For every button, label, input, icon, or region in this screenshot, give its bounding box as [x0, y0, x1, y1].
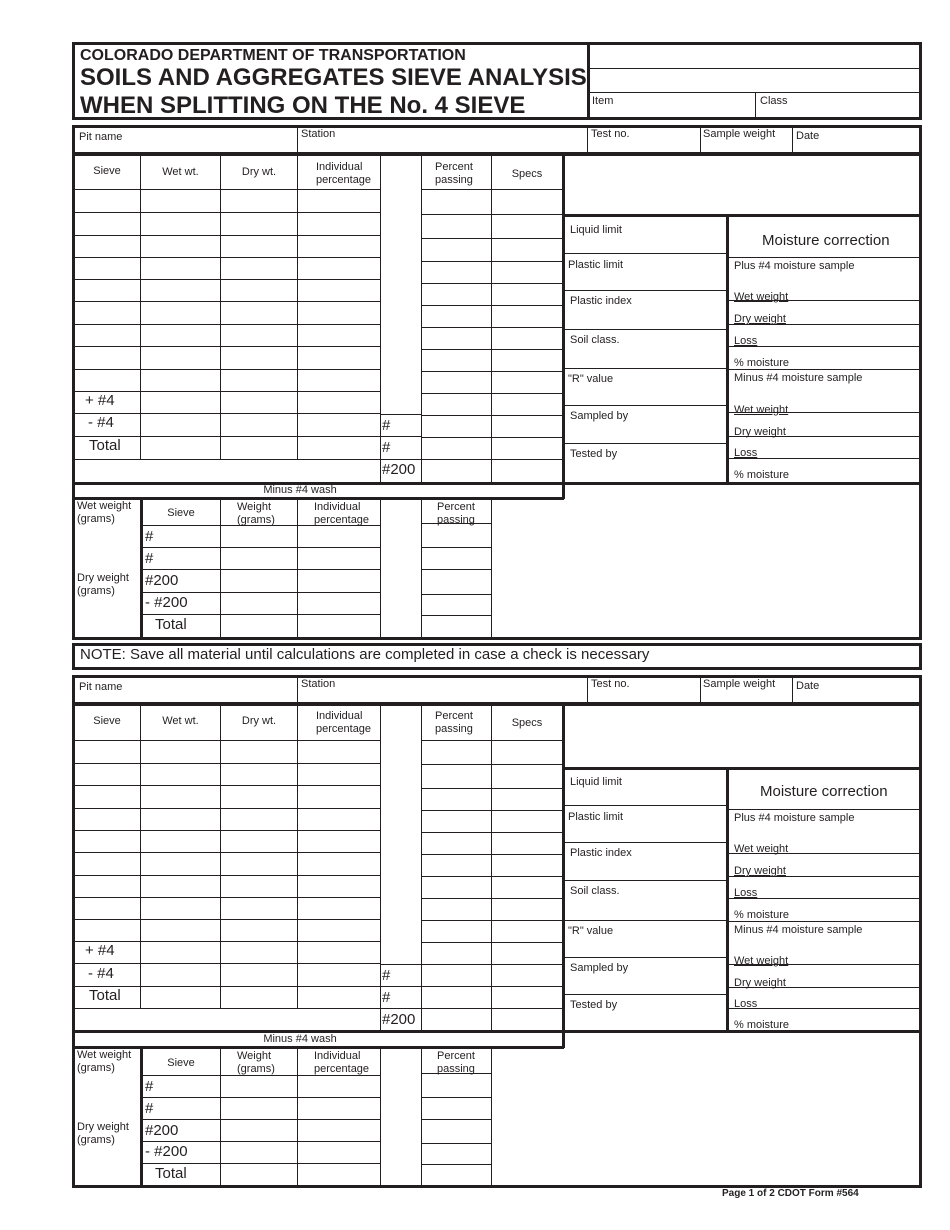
- wash-row-hash-b: #: [145, 550, 154, 567]
- col-dry-wt: Dry wt.: [241, 166, 277, 178]
- plus4-pct-moisture: % moisture: [734, 357, 790, 369]
- row-hash-b: #: [382, 439, 391, 456]
- wash-row-total: Total: [155, 1165, 187, 1182]
- col-sieve: Sieve: [93, 715, 121, 727]
- plus4-moisture-sample: Plus #4 moisture sample: [734, 812, 855, 824]
- row-no200: #200: [382, 461, 416, 478]
- wash-row-hash-b: #: [145, 1100, 154, 1117]
- wash-dry-grams: (grams): [77, 1134, 115, 1146]
- pit-name-label: Pit name: [79, 131, 123, 143]
- date-label: Date: [796, 130, 820, 142]
- row-hash-b: #: [382, 989, 391, 1006]
- r-value-label: "R" value: [568, 373, 614, 385]
- pit-name-label: Pit name: [79, 681, 123, 693]
- row-total: Total: [89, 437, 121, 454]
- minus4-pct-moisture: % moisture: [734, 469, 790, 481]
- col-percent: Percent: [435, 710, 473, 722]
- col-percentage: percentage: [316, 723, 372, 735]
- col-specs: Specs: [511, 717, 543, 729]
- plus4-dry-weight: Dry weight: [734, 313, 786, 325]
- wash-row-no200: #200: [145, 1122, 179, 1139]
- minus4-moisture-sample: Minus #4 moisture sample: [734, 372, 863, 384]
- plastic-index-label: Plastic index: [570, 847, 632, 859]
- moisture-correction-title: Moisture correction: [760, 783, 888, 800]
- wash-row-no200: #200: [145, 572, 179, 589]
- col-wet-wt: Wet wt.: [162, 166, 199, 178]
- liquid-limit-label: Liquid limit: [570, 776, 622, 788]
- department-name: COLORADO DEPARTMENT OF TRANSPORTATION: [80, 47, 466, 64]
- minus4-loss: Loss: [734, 447, 758, 459]
- wash-dry-weight: Dry weight: [77, 572, 129, 584]
- wash-wet-grams: (grams): [77, 513, 115, 525]
- sample-weight-label: Sample weight: [703, 678, 776, 690]
- minus4-wet-weight: Wet weight: [734, 404, 789, 416]
- wash-col-percentage: percentage: [314, 1063, 370, 1075]
- plus4-loss: Loss: [734, 335, 758, 347]
- plastic-limit-label: Plastic limit: [568, 811, 624, 823]
- plastic-index-label: Plastic index: [570, 295, 632, 307]
- item-field[interactable]: [590, 93, 754, 118]
- plus4-wet-weight: Wet weight: [734, 291, 789, 303]
- plus4-loss: Loss: [734, 887, 758, 899]
- wash-row-hash-a: #: [145, 528, 154, 545]
- col-passing: passing: [435, 174, 473, 186]
- wash-dry-weight: Dry weight: [77, 1121, 129, 1133]
- minus4-wet-weight: Wet weight: [734, 955, 789, 967]
- minus4-pct-moisture: % moisture: [734, 1019, 790, 1031]
- col-sieve: Sieve: [93, 165, 121, 177]
- minus4-dry-weight: Dry weight: [734, 426, 786, 438]
- sample-weight-label: Sample weight: [703, 128, 776, 140]
- row-hash-a: #: [382, 417, 391, 434]
- form-title-line1: SOILS AND AGGREGATES SIEVE ANALYSIS: [80, 64, 587, 91]
- wash-col-individual: Individual: [314, 501, 361, 513]
- wash-col-grams: (grams): [237, 514, 275, 526]
- wash-col-percent: Percent: [437, 1050, 475, 1062]
- note-text: NOTE: Save all material until calculations are completed in case a check is necessary: [80, 646, 650, 663]
- col-wet-wt: Wet wt.: [162, 715, 199, 727]
- wash-title: Minus #4 wash: [263, 1033, 337, 1045]
- sieve-table: [72, 153, 922, 640]
- wash-dry-grams: (grams): [77, 585, 115, 597]
- tested-by-label: Tested by: [570, 448, 618, 460]
- wash-row-total: Total: [155, 616, 187, 633]
- wash-row-hash-a: #: [145, 1078, 154, 1095]
- soil-class-label: Soil class.: [570, 885, 620, 897]
- plus4-wet-weight: Wet weight: [734, 843, 789, 855]
- moisture-correction-title: Moisture correction: [762, 232, 890, 249]
- sieve-table: [72, 703, 922, 1188]
- plus4-moisture-sample: Plus #4 moisture sample: [734, 260, 855, 272]
- row-minus4: - #4: [88, 414, 114, 431]
- wash-wet-weight: Wet weight: [77, 500, 132, 512]
- form-title-line2: WHEN SPLITTING ON THE No. 4 SIEVE: [80, 92, 526, 119]
- row-no200: #200: [382, 1011, 416, 1028]
- col-specs: Specs: [511, 168, 543, 180]
- wash-col-weight: Weight: [237, 501, 272, 513]
- col-percentage: percentage: [316, 174, 372, 186]
- station-label: Station: [301, 128, 336, 140]
- wash-col-grams: (grams): [237, 1063, 275, 1075]
- wash-wet-grams: (grams): [77, 1062, 115, 1074]
- class-label: Class: [760, 95, 788, 107]
- page-footer: Page 1 of 2 CDOT Form #564: [722, 1188, 859, 1199]
- wash-col-passing: passing: [437, 514, 475, 526]
- test-no-label: Test no.: [591, 678, 630, 690]
- sampled-by-label: Sampled by: [570, 962, 629, 974]
- row-hash-a: #: [382, 967, 391, 984]
- row-plus4: + #4: [85, 392, 115, 409]
- wash-col-percentage: percentage: [314, 514, 370, 526]
- minus4-loss: Loss: [734, 998, 758, 1010]
- wash-col-individual: Individual: [314, 1050, 361, 1062]
- tested-by-label: Tested by: [570, 999, 618, 1011]
- plus4-dry-weight: Dry weight: [734, 865, 786, 877]
- col-individual: Individual: [316, 161, 363, 173]
- info-row: [72, 675, 922, 705]
- class-field[interactable]: [757, 93, 920, 118]
- wash-col-sieve: Sieve: [167, 507, 195, 519]
- test-no-label: Test no.: [591, 128, 630, 140]
- plus4-pct-moisture: % moisture: [734, 909, 790, 921]
- col-individual: Individual: [316, 710, 363, 722]
- col-percent: Percent: [435, 161, 473, 173]
- info-row: [72, 125, 922, 155]
- wash-wet-weight: Wet weight: [77, 1049, 132, 1061]
- row-total: Total: [89, 987, 121, 1004]
- r-value-label: "R" value: [568, 925, 614, 937]
- minus4-moisture-sample: Minus #4 moisture sample: [734, 924, 863, 936]
- wash-col-percent: Percent: [437, 501, 475, 513]
- liquid-limit-label: Liquid limit: [570, 224, 622, 236]
- row-plus4: + #4: [85, 942, 115, 959]
- station-label: Station: [301, 678, 336, 690]
- row-minus4: - #4: [88, 965, 114, 982]
- wash-col-weight: Weight: [237, 1050, 272, 1062]
- date-label: Date: [796, 680, 820, 692]
- wash-col-sieve: Sieve: [167, 1057, 195, 1069]
- col-passing: passing: [435, 723, 473, 735]
- plastic-limit-label: Plastic limit: [568, 259, 624, 271]
- wash-row-minus200: - #200: [145, 1143, 188, 1160]
- wash-row-minus200: - #200: [145, 594, 188, 611]
- wash-title: Minus #4 wash: [263, 484, 337, 496]
- item-label: Item: [592, 95, 614, 107]
- minus4-dry-weight: Dry weight: [734, 977, 786, 989]
- wash-col-passing: passing: [437, 1063, 475, 1075]
- soil-class-label: Soil class.: [570, 334, 620, 346]
- col-dry-wt: Dry wt.: [241, 715, 277, 727]
- sampled-by-label: Sampled by: [570, 410, 629, 422]
